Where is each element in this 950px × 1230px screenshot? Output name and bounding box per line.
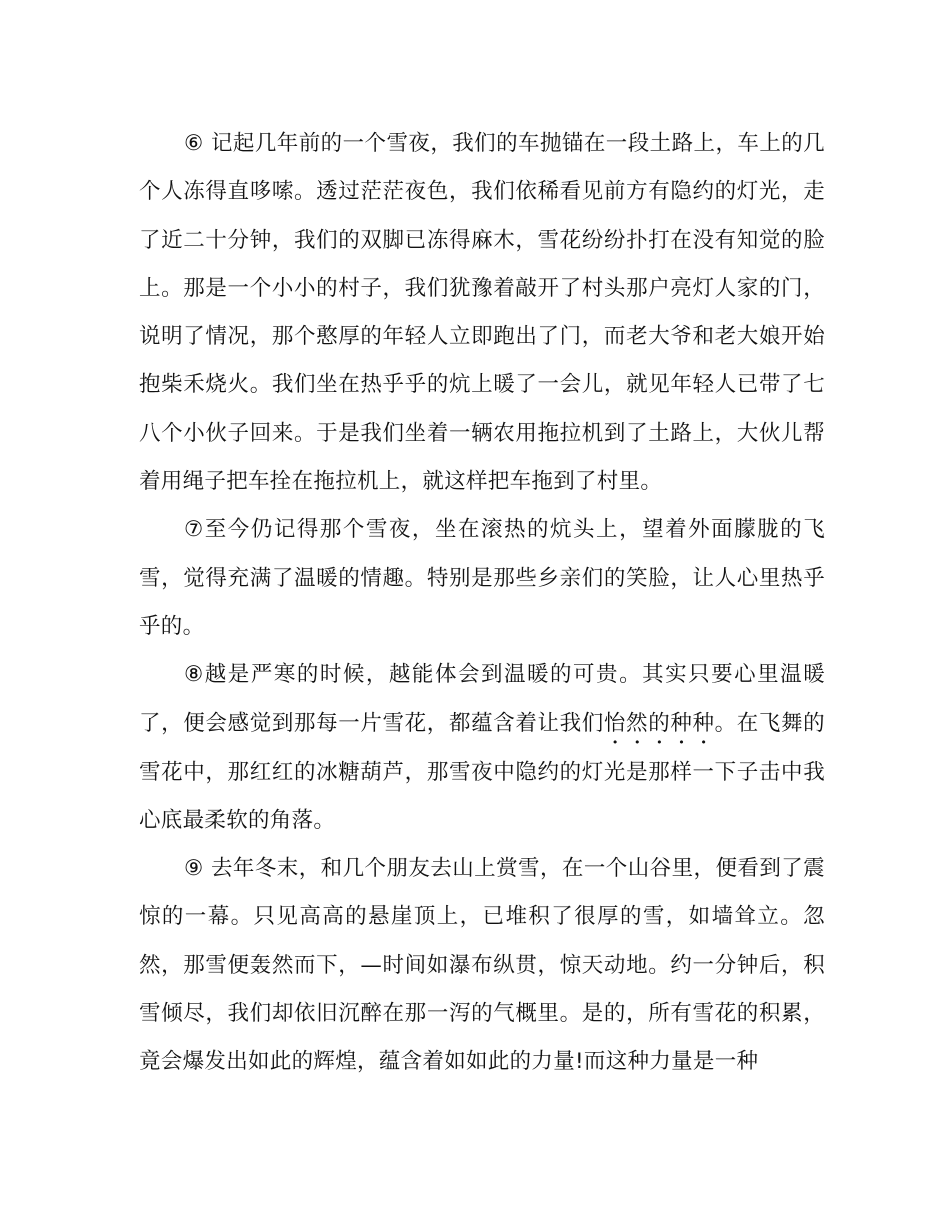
paragraph-8: [139, 651, 825, 845]
article-body: [139, 120, 825, 1087]
paragraph-7: ⑦至今仍记得那个雪夜，坐在滚热的炕头上，望着外面朦胧的飞雪，觉得充满了温暖的情趣。特别是那些乡亲们的笑脸，让人心里热乎乎的。: [139, 517, 825, 639]
paragraph-8-text-before: ⑧越是严寒的时候，越能体会到温暖的可贵。其实只要心里温暖了，便会感觉到那每一片雪花，都蕴含着让我们: [139, 662, 825, 736]
emphasized-phrase: 怡然的种种: [603, 710, 715, 736]
paragraph-8-text-after: 。在飞舞的雪花中，那红红的冰糖葫芦，那雪夜中隐约的灯光是那样一下子击中我心底最柔软的角落。: [139, 710, 825, 833]
paragraph-6: ⑥ 记起几年前的一个雪夜，我们的车抛锚在一段土路上，车上的几个人冻得直哆嗦。透过茫茫夜色，我们依稀看见前方有隐约的灯光，走了近二十分钟，我们的双脚已冻得麻木，雪花纷纷扑打在没有知觉的脸上。那是一个小小的村子，我们犹豫着敲开了村头那户亮灯人家的门，说明了情况，那个憨厚的年轻人立即跑出了门，而老大爷和老大娘开始抱柴禾烧火。我们坐在热乎乎的炕上暖了一会儿，就见年轻人已带了七八个小伙子回来。于是我们坐着一辆农用拖拉机到了土路上，大伙儿帮着用绳子把车拴在拖拉机上，就这样把车拖到了村里。: [139, 131, 825, 495]
paragraph-9: ⑨ 去年冬末，和几个朋友去山上赏雪，在一个山谷里，便看到了震惊的一幕。只见高高的悬崖顶上，已堆积了很厚的雪，如墙耸立。忽然，那雪便轰然而下，—时间如瀑布纵贯，惊天动地。约一分钟后，积雪倾尽，我们却依旧沉醉在那一泻的气概里。是的，所有雪花的积累，竟会爆发出如此的辉煌，蕴含着如如此的力量!而这种力量是一种: [139, 856, 825, 1075]
